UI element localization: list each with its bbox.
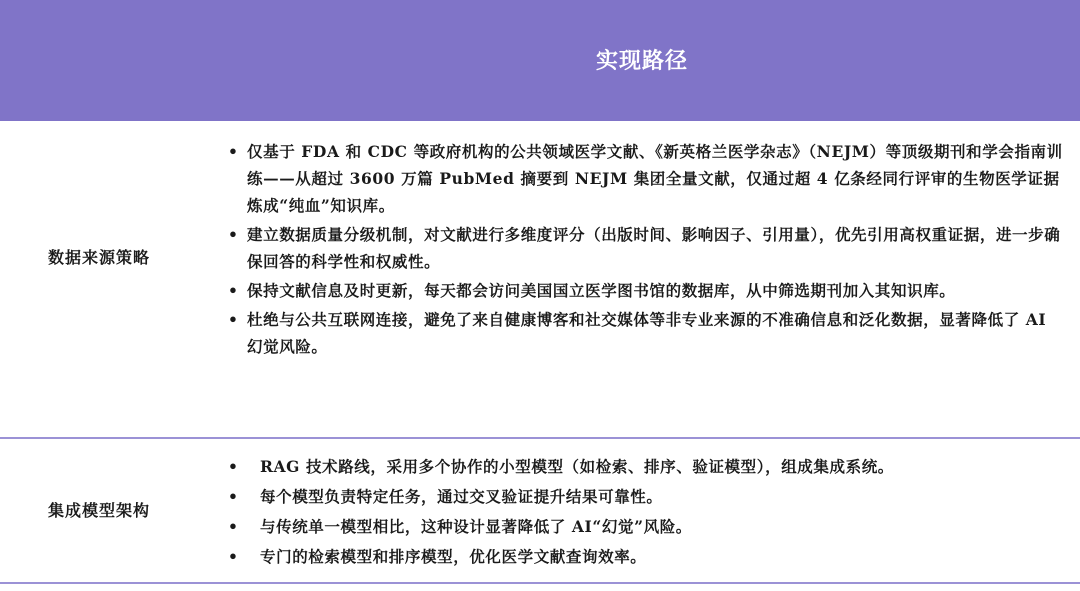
table-row-data-source	[0, 121, 1080, 439]
list-item-text: 杜绝与公共互联网连接，避免了来自健康博客和社交媒体等非专业来源的不准确信息和泛化数据，显著降低了 AI 幻觉风险。	[247, 310, 1047, 356]
row-label-ensemble-model: 集成模型架构	[48, 501, 151, 520]
row-label-data-source: 数据来源策略	[48, 248, 151, 267]
table-header	[0, 0, 1080, 121]
list-item	[228, 221, 1068, 275]
bullet-list-data-source	[228, 138, 1068, 362]
list-item	[228, 138, 1068, 219]
list-item	[228, 452, 1073, 481]
list-item	[228, 542, 1073, 571]
header-title: 实现路径	[596, 48, 689, 74]
list-item-text: 与传统单一模型相比，这种设计显著降低了 AI“幻觉”风险。	[260, 517, 692, 536]
bullet-dot-icon: •	[228, 310, 239, 329]
list-item	[228, 482, 1073, 511]
bullet-dot-icon: •	[228, 281, 239, 300]
list-item-text: 每个模型负责特定任务，通过交叉验证提升结果可靠性。	[260, 487, 663, 506]
list-item-text: 建立数据质量分级机制，对文献进行多维度评分（出版时间、影响因子、引用量），优先引用高权重证据，进一步确保回答的科学性和权威性。	[247, 225, 1061, 271]
bullet-dot-icon: •	[228, 457, 239, 476]
list-item-text: 仅基于 FDA 和 CDC 等政府机构的公共领域医学文献、《新英格兰医学杂志》（NEJM）等顶级期刊和学会指南训练——从超过 3600 万篇 PubMed 摘要到 NEJM 集团全量文献，仅通过超 4 亿条经同行评审的生物医学证据炼成“纯血”知识库。	[247, 142, 1063, 215]
list-item	[228, 277, 1068, 304]
list-item	[228, 306, 1068, 360]
bullet-dot-icon: •	[228, 225, 239, 244]
list-item	[228, 512, 1073, 541]
list-item-text: 专门的检索模型和排序模型，优化医学文献查询效率。	[260, 547, 647, 566]
bullet-dot-icon: •	[228, 547, 239, 566]
bullet-dot-icon: •	[228, 487, 239, 506]
bullet-dot-icon: •	[228, 517, 239, 536]
bullet-dot-icon: •	[228, 142, 239, 161]
bullet-list-ensemble-model	[228, 452, 1073, 572]
list-item-text: 保持文献信息及时更新，每天都会访问美国国立医学图书馆的数据库，从中筛选期刊加入其知识库。	[247, 281, 956, 300]
list-item-text: RAG 技术路线，采用多个协作的小型模型（如检索、排序、验证模型），组成集成系统。	[260, 457, 894, 476]
table-row-ensemble-model	[0, 439, 1080, 584]
